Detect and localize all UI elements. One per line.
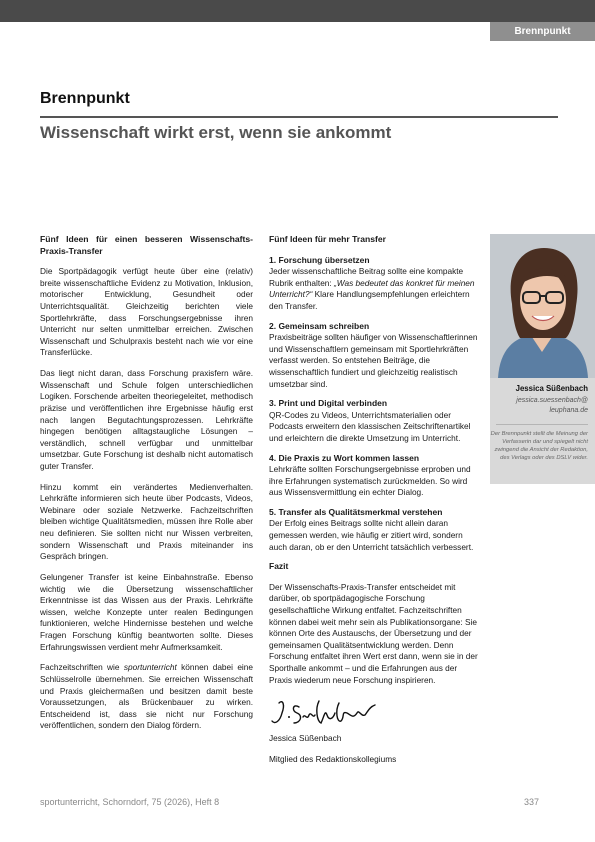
page-number: 337 (524, 797, 540, 807)
footer-citation: sportunterricht, Schorndorf, 75 (2026), Heft 8 (40, 797, 220, 807)
text-run: Klare Handlungsempfehlungen erleichtern den Transfer. (269, 289, 470, 311)
idea-text: Praxisbeiträge sollten häufiger von Wissenschaftlerinnen und Wissenschaftlern gemeinsam mit Sportlehrkräften verfasst werden. So entstehen Beiträge, die wissenschaftlich fundiert und gleichzeitig realistisch umsetzbar sind. (269, 332, 478, 389)
column-left-heading: Fünf Ideen für einen besseren Wissenschafts-Praxis-Transfer (40, 234, 253, 256)
fazit-heading: Fazit (269, 561, 289, 572)
section-tab: Brennpunkt (490, 22, 595, 41)
paragraph: Die Sportpädagogik verfügt heute über eine (relativ) breite wissenschaftliche Evidenz zu Motivation, Inklusion, motorischer Entwicklung, Gesundheit oder Unterrichtsqualität. Gleichzeitig berichten viele Sportlehrkräfte, dass Forschungsergebnisse ihren Unterricht nur selten unmittelbar erreichen. Zwischen Wissenschaft und Schulpraxis besteht nach wie vor eine Transferlücke. (40, 266, 253, 358)
idea-text: Der Erfolg eines Beitrags sollte nicht allein daran gemessen werden, wie häufig er zitiert wird, sondern auch daran, ob er den Unterricht tatsächlich verbessert. (269, 518, 474, 552)
text-run: Fachzeitschriften wie (40, 662, 124, 673)
text-run: Jeder wissenschaftliche Beitrag sollte eine kompakte Rubrik enthalten: (269, 266, 464, 288)
idea-item (269, 507, 482, 553)
idea-text: Lehrkräfte sollten Forschungsergebnisse erproben und ihre Erfahrungen systematisch zurückmelden. So wird aus Wissensvermittlung ein echter Dialog. (269, 464, 471, 498)
idea-item (269, 321, 482, 391)
column-left (40, 234, 253, 741)
idea-title: 3. Print und Digital verbinden (269, 398, 388, 409)
idea-text: QR-Codes zu Videos, Unterrichtsmaterialien oder Podcasts erweitern den klassischen Zeitschriftenartikel und erleichtern die direkte Umsetzung im Unterricht. (269, 409, 471, 443)
text-run: können dabei eine Schlüsselrolle übernehmen. Sie erreichen Wissenschaft und Praxis gleichermaßen und besitzen damit beste Voraussetzungen, als Brückenbauer zu wirken. Entscheidend ist, dass sie nicht nur Forschung veröffentlichen, sondern den Dialog fördern. (40, 662, 254, 731)
idea-text (269, 266, 482, 312)
idea-title: 5. Transfer als Qualitätsmerkmal verstehen (269, 506, 443, 517)
handwritten-signature (269, 695, 381, 731)
paragraph: Das liegt nicht daran, dass Forschung praxisfern wäre. Wissenschaft und Schule folgen unterschiedlichen Logiken. Forschende arbeiten theoriegeleitet, methodisch präzise und veröffentlichen ihre Ergebnisse häufig erst nach langen Begutachtungsprozessen. Lehrkräfte hingegen benötigen alltagstaugliche Lösungen – verständlich, schnell verfügbar und unmittelbar umsetzbar. Gute Forschung ist deshalb nicht automatisch guter Transfer. (40, 368, 253, 471)
idea-title: 1. Forschung übersetzen (269, 254, 370, 265)
author-photo (490, 234, 595, 378)
title-rule (40, 116, 558, 118)
sidebar-divider (496, 424, 588, 425)
top-bar (0, 0, 595, 22)
paragraph (40, 662, 253, 732)
journal-name: sportunterricht (123, 662, 177, 673)
paragraph: Hinzu kommt ein verändertes Medienverhalten. Lehrkräfte informieren sich heute über Podcasts, Videos, Webinare oder soziale Netzwerke. Fachzeitschriften bleiben wichtige Qualitätsmedien, müssen ihre Rolle aber neu definieren. Sie sollten nicht nur Wissen verbreiten, sondern Wissenschaft und Praxis miteinander ins Gespräch bringen. (40, 481, 253, 562)
article-headline: Wissenschaft wirkt erst, wenn sie ankommt (40, 123, 392, 142)
idea-title: 4. Die Praxis zu Wort kommen lassen (269, 452, 420, 463)
italic-quote: „Was bedeutet das konkret für meinen Unterricht?“ (269, 277, 475, 300)
fazit-text: Der Wissenschafts-Praxis-Transfer entscheidet mit darüber, ob sportpädagogische Forschung gesellschaftliche Wirkung entfaltet. Fachzeitschriften können dabei weit mehr sein als Publikationsorgane: Sie können Orte des Austauschs, der Übersetzung und der gemeinsamen Qualitätsentwicklung werden. Denn Forschung entfaltet ihren Wert erst dann, wenn sie in der Sporthalle ankommt – und die Erfahrungen aus der Praxis wiederum neue Forschung inspirieren. (269, 581, 478, 685)
idea-title: 2. Gemeinsam schreiben (269, 320, 370, 331)
idea-item (269, 255, 482, 313)
author-name: Jessica Süßenbach (269, 733, 342, 744)
idea-item (269, 398, 482, 444)
idea-item (269, 453, 482, 499)
sidebar-author-email: jessica.suessenbach@ leuphana.de (516, 397, 588, 414)
rubric-title: Brennpunkt (40, 90, 130, 107)
sidebar-author-name: Jessica Süßenbach (515, 384, 588, 393)
paragraph: Gelungener Transfer ist keine Einbahnstraße. Ebenso wichtig wie die Übersetzung wissenschaftlicher Erkenntnisse ist das Wissen aus der Praxis. Lehrkräfte wissen, welche Konzepte unter realen Bedingungen funktionieren, welche Hindernisse bestehen und welche Fragen Forschung künftig beantworten sollte. Dieses Erfahrungswissen verdient mehr Aufmerksamkeit. (40, 572, 253, 652)
column-right-heading: Fünf Ideen für mehr Transfer (269, 234, 386, 244)
sidebar-disclaimer: Der Brennpunkt stellt die Meinung der Verfasserin dar und spiegelt nicht zwingend die Ansicht der Redaktion, des Verlags oder des DSLV wider. (490, 431, 588, 461)
column-right (269, 234, 482, 775)
author-role: Mitglied des Redaktionskollegiums (269, 754, 397, 765)
